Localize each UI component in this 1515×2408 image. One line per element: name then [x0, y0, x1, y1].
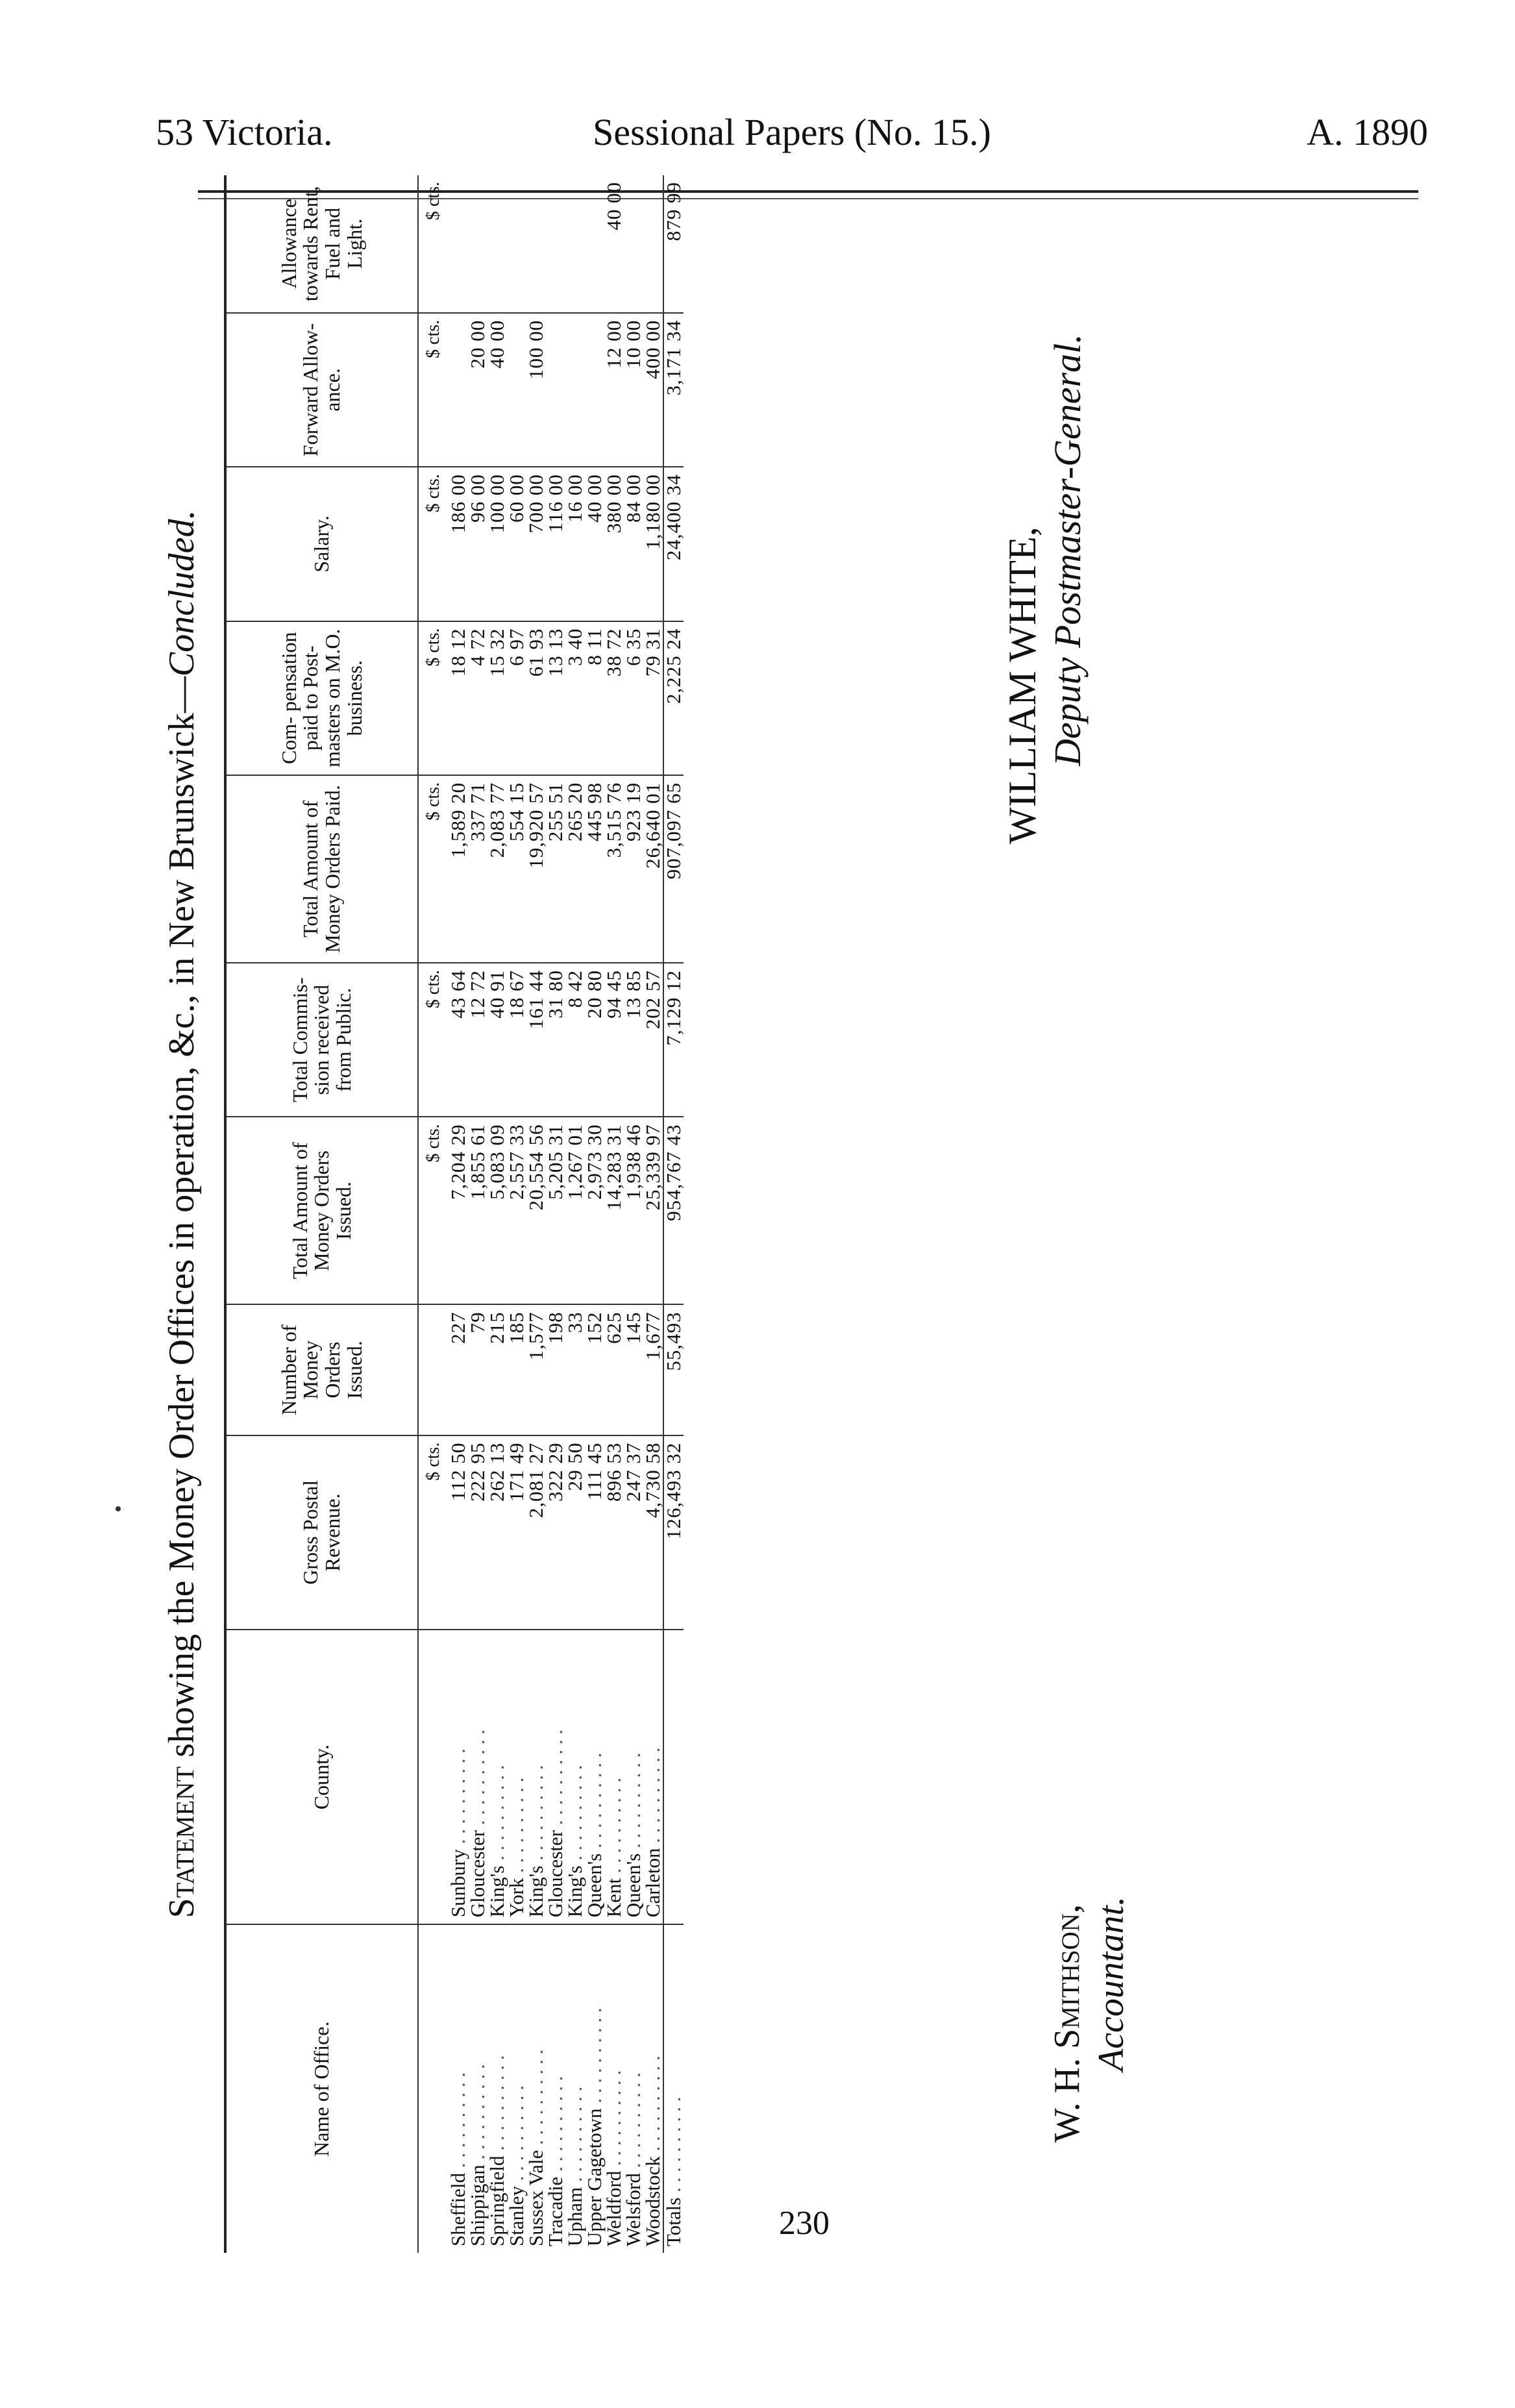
allowance-cell: [585, 175, 604, 313]
totals-number: 55,493: [663, 1304, 684, 1435]
table-row: [546, 175, 565, 2253]
compensation-cell: 8 11: [585, 621, 604, 775]
unit-forward: $ cts.: [418, 313, 449, 467]
revenue-cell: 2,081 27: [526, 1435, 546, 1630]
dot-leader: . . . . . . . . . .: [602, 1777, 625, 1878]
totals-salary: 24,400 34: [663, 467, 684, 621]
dot-leader: . . . . . . . . . .: [505, 1777, 528, 1878]
unit-allowance: $ cts.: [418, 175, 449, 313]
compensation-cell: 6 35: [624, 621, 643, 775]
office-name: Tracadie . . . . . . . . . .: [544, 2076, 567, 2246]
totals-issued: 954,767 43: [663, 1117, 684, 1304]
compensation-cell: 3 40: [565, 621, 585, 775]
paid-cell: 337 71: [468, 775, 487, 963]
paid-cell: 3,515 76: [604, 775, 624, 963]
commission-cell: 12 72: [468, 963, 487, 1117]
issued-cell: 5,205 31: [546, 1117, 565, 1304]
table-row: [624, 175, 643, 2253]
forward-cell: 12 00: [604, 313, 624, 467]
totals-label: Totals . . . . . . . . . .: [663, 1924, 684, 2253]
dot-leader: . . . . . . . . . .: [583, 1752, 606, 1854]
salary-cell: 96 00: [468, 467, 487, 621]
county-name: Gloucester . . . . . . . . . .: [546, 1630, 565, 1924]
revenue-cell: 4,730 58: [643, 1435, 663, 1630]
office-name: Sussex Vale . . . . . . . . . .: [524, 2049, 547, 2246]
totals-allowance: 879 99: [663, 175, 684, 313]
allowance-cell: [487, 175, 507, 313]
issued-cell: 1,855 61: [468, 1117, 487, 1304]
unit-commission: $ cts.: [418, 963, 449, 1117]
col-commission: Total Commis- sion received from Public.: [225, 963, 418, 1117]
dot-leader: . . . . . . . . . .: [641, 2055, 664, 2157]
forward-cell: [565, 313, 585, 467]
number-cell: 145: [624, 1304, 643, 1435]
county-name: York . . . . . . . . . .: [507, 1630, 526, 1924]
salary-cell: 60 00: [507, 467, 526, 621]
table-row: [565, 175, 585, 2253]
col-number: Number of Money Orders Issued.: [225, 1304, 418, 1435]
dot-leader: . . . . . . . . . .: [524, 2049, 547, 2150]
unit-revenue: $ cts.: [418, 1435, 449, 1630]
compensation-cell: 18 12: [449, 621, 468, 775]
signatory-name: WILLIAM WHITE,: [1001, 527, 1044, 844]
forward-cell: 40 00: [487, 313, 507, 467]
col-county: County.: [225, 1630, 418, 1924]
county-name: Kent . . . . . . . . . .: [604, 1630, 624, 1924]
dot-leader: . . . . . . . . . .: [602, 2070, 625, 2171]
dot-leader: . . . . . . . . . .: [447, 2072, 469, 2173]
commission-cell: 161 44: [526, 963, 546, 1117]
paid-cell: 265 20: [565, 775, 585, 963]
revenue-cell: 247 37: [624, 1435, 643, 1630]
unit-paid: $ cts.: [418, 775, 449, 963]
county-name: King's . . . . . . . . . .: [487, 1630, 507, 1924]
allowance-cell: [643, 175, 663, 313]
revenue-cell: 322 29: [546, 1435, 565, 1630]
commission-cell: 20 80: [585, 963, 604, 1117]
office-name: Springfield . . . . . . . . . .: [486, 2055, 508, 2246]
print-speck: [116, 1506, 121, 1511]
col-allowance: Allowance towards Rent, Fuel and Light.: [225, 175, 418, 313]
header-sessional-papers: Sessional Papers (No. 15.): [593, 111, 991, 153]
unit-number: [418, 1304, 449, 1435]
number-cell: 152: [585, 1304, 604, 1435]
commission-cell: 94 45: [604, 963, 624, 1117]
signatory-role: Deputy Postmaster-General.: [1046, 334, 1089, 766]
compensation-cell: 6 97: [507, 621, 526, 775]
unit-salary: $ cts.: [418, 467, 449, 621]
table-row: [487, 175, 507, 2253]
totals-compensation: 2,225 24: [663, 621, 684, 775]
unit-compensation: $ cts.: [418, 621, 449, 775]
commission-cell: 40 91: [487, 963, 507, 1117]
dot-leader: . . . . . . . . . .: [447, 1748, 469, 1850]
table-row: [449, 175, 468, 2253]
county-name: King's . . . . . . . . . .: [565, 1630, 585, 1924]
compensation-cell: 4 72: [468, 621, 487, 775]
totals-paid: 907,097 65: [663, 775, 684, 963]
office-name: Shippigan . . . . . . . . . .: [466, 2064, 489, 2246]
commission-cell: 43 64: [449, 963, 468, 1117]
title-main: showing the Money Order Offices in operation, &c., in New Brunswick—: [162, 676, 202, 1767]
salary-cell: 380 00: [604, 467, 624, 621]
revenue-cell: 222 95: [468, 1435, 487, 1630]
salary-cell: 700 00: [526, 467, 546, 621]
county-name: Carleton . . . . . . . . . .: [643, 1630, 663, 1924]
forward-cell: 20 00: [468, 313, 487, 467]
compensation-cell: 61 93: [526, 621, 546, 775]
office-name: Upham . . . . . . . . . .: [563, 2086, 586, 2246]
dot-leader: . . . . . . . . . .: [641, 1747, 664, 1848]
signature-accountant: [1045, 1896, 1133, 2142]
header-year: A. 1890: [1307, 111, 1428, 153]
issued-cell: 14,283 31: [604, 1117, 624, 1304]
salary-cell: 186 00: [449, 467, 468, 621]
col-salary: Salary.: [225, 467, 418, 621]
forward-cell: [507, 313, 526, 467]
title-suffix: Concluded.: [162, 510, 202, 677]
table-row: [468, 175, 487, 2253]
paid-cell: 19,920 57: [526, 775, 546, 963]
office-name: Sheffield . . . . . . . . . .: [447, 2072, 469, 2246]
number-cell: 33: [565, 1304, 585, 1435]
paid-cell: 554 15: [507, 775, 526, 963]
county-name: Gloucester . . . . . . . . . .: [468, 1630, 487, 1924]
revenue-cell: 111 45: [585, 1435, 604, 1630]
title-prefix: Statement: [162, 1766, 202, 1918]
signature-deputy-postmaster: [1000, 334, 1090, 844]
col-office: Name of Office.: [225, 1924, 418, 2253]
unit-county: [418, 1630, 449, 1924]
commission-cell: 8 42: [565, 963, 585, 1117]
dot-leader: . . . . . . . . . .: [622, 1752, 645, 1854]
number-cell: 79: [468, 1304, 487, 1435]
salary-cell: 16 00: [565, 467, 585, 621]
allowance-cell: [526, 175, 546, 313]
unit-office: [418, 1924, 449, 2253]
table-row: [585, 175, 604, 2253]
issued-cell: 1,267 01: [565, 1117, 585, 1304]
issued-cell: 1,938 46: [624, 1117, 643, 1304]
issued-cell: 25,339 97: [643, 1117, 663, 1304]
totals-row: [663, 175, 684, 2253]
revenue-cell: 896 53: [604, 1435, 624, 1630]
totals-revenue: 126,493 32: [663, 1435, 684, 1630]
forward-cell: 400 00: [643, 313, 663, 467]
dot-leader: . . . . . . . . . .: [622, 2072, 645, 2174]
office-name: Welsford . . . . . . . . . .: [622, 2072, 645, 2246]
col-paid: Total Amount of Money Orders Paid.: [225, 775, 418, 963]
dot-leader: . . . . . . . . . .: [662, 2096, 685, 2198]
table-body: [449, 175, 684, 2253]
revenue-cell: 112 50: [449, 1435, 468, 1630]
forward-cell: [449, 313, 468, 467]
forward-cell: 100 00: [526, 313, 546, 467]
number-cell: 185: [507, 1304, 526, 1435]
forward-cell: [546, 313, 565, 467]
revenue-cell: 262 13: [487, 1435, 507, 1630]
number-cell: 198: [546, 1304, 565, 1435]
issued-cell: 5,083 09: [487, 1117, 507, 1304]
col-revenue: Gross Postal Revenue.: [225, 1435, 418, 1630]
dot-leader: . . . . . . . . . .: [486, 2055, 508, 2156]
dot-leader: . . . . . . . . . .: [563, 1765, 586, 1866]
commission-cell: 31 80: [546, 963, 565, 1117]
number-cell: 625: [604, 1304, 624, 1435]
number-cell: 1,577: [526, 1304, 546, 1435]
office-name: Stanley . . . . . . . . . .: [505, 2085, 528, 2246]
table-row: [526, 175, 546, 2253]
compensation-cell: 13 13: [546, 621, 565, 775]
office-name: Upper Gagetown . . . . . . . . . .: [583, 2007, 606, 2246]
compensation-cell: 15 32: [487, 621, 507, 775]
allowance-cell: [546, 175, 565, 313]
signatory-role: Accountant.: [1091, 1896, 1131, 2071]
office-name: Woodstock . . . . . . . . . .: [641, 2055, 664, 2246]
allowance-cell: [449, 175, 468, 313]
paid-cell: 445 98: [585, 775, 604, 963]
dot-leader: . . . . . . . . . .: [486, 1765, 508, 1866]
dot-leader: . . . . . . . . . .: [505, 2085, 528, 2186]
issued-cell: 20,554 56: [526, 1117, 546, 1304]
paid-cell: 1,589 20: [449, 775, 468, 963]
commission-cell: 13 85: [624, 963, 643, 1117]
county-name: Queen's . . . . . . . . . .: [624, 1630, 643, 1924]
compensation-cell: 79 31: [643, 621, 663, 775]
compensation-cell: 38 72: [604, 621, 624, 775]
forward-cell: 10 00: [624, 313, 643, 467]
col-forward: Forward Allow- ance.: [225, 313, 418, 467]
number-cell: 227: [449, 1304, 468, 1435]
commission-cell: 18 67: [507, 963, 526, 1117]
table-row: [604, 175, 624, 2253]
col-compensation: Com- pensation paid to Post- masters on M.O. business.: [225, 621, 418, 775]
dot-leader: . . . . . . . . . .: [544, 2076, 567, 2177]
totals-commission: 7,129 12: [663, 963, 684, 1117]
county-name: Queen's . . . . . . . . . .: [585, 1630, 604, 1924]
dot-leader: . . . . . . . . . .: [583, 2007, 606, 2109]
number-cell: 1,677: [643, 1304, 663, 1435]
paid-cell: 255 51: [546, 775, 565, 963]
dot-leader: . . . . . . . . . .: [466, 2064, 489, 2165]
number-cell: 215: [487, 1304, 507, 1435]
paid-cell: 2,083 77: [487, 775, 507, 963]
allowance-cell: 40 00: [604, 175, 624, 313]
table-row: [507, 175, 526, 2253]
issued-cell: 7,204 29: [449, 1117, 468, 1304]
unit-issued: $ cts.: [418, 1117, 449, 1304]
table-row: [643, 175, 663, 2253]
allowance-cell: [565, 175, 585, 313]
office-name: Weldford . . . . . . . . . .: [602, 2070, 625, 2246]
issued-cell: 2,557 33: [507, 1117, 526, 1304]
page-number: 230: [779, 2205, 830, 2242]
salary-cell: 116 00: [546, 467, 565, 621]
forward-cell: [585, 313, 604, 467]
signatory-name: W. H. Smithson,: [1047, 1904, 1087, 2142]
salary-cell: 40 00: [585, 467, 604, 621]
commission-cell: 202 57: [643, 963, 663, 1117]
totals-county-blank: [663, 1630, 684, 1924]
header-session: 53 Victoria.: [156, 111, 333, 153]
paid-cell: 923 19: [624, 775, 643, 963]
revenue-cell: 171 49: [507, 1435, 526, 1630]
allowance-cell: [507, 175, 526, 313]
dot-leader: . . . . . . . . . .: [544, 1729, 567, 1830]
statement-title: [146, 175, 217, 2253]
county-name: King's . . . . . . . . . .: [526, 1630, 546, 1924]
dot-leader: . . . . . . . . . .: [466, 1729, 489, 1830]
money-order-table: [224, 175, 684, 2253]
salary-cell: 84 00: [624, 467, 643, 621]
salary-cell: 1,180 00: [643, 467, 663, 621]
totals-forward: 3,171 34: [663, 313, 684, 467]
col-issued: Total Amount of Money Orders Issued.: [225, 1117, 418, 1304]
county-name: Sunbury . . . . . . . . . .: [449, 1630, 468, 1924]
salary-cell: 100 00: [487, 467, 507, 621]
dot-leader: . . . . . . . . . .: [563, 2086, 586, 2187]
allowance-cell: [468, 175, 487, 313]
issued-cell: 2,973 30: [585, 1117, 604, 1304]
revenue-cell: 29 50: [565, 1435, 585, 1630]
dot-leader: . . . . . . . . . .: [524, 1765, 547, 1866]
paid-cell: 26,640 01: [643, 775, 663, 963]
running-header: [156, 110, 1428, 169]
allowance-cell: [624, 175, 643, 313]
